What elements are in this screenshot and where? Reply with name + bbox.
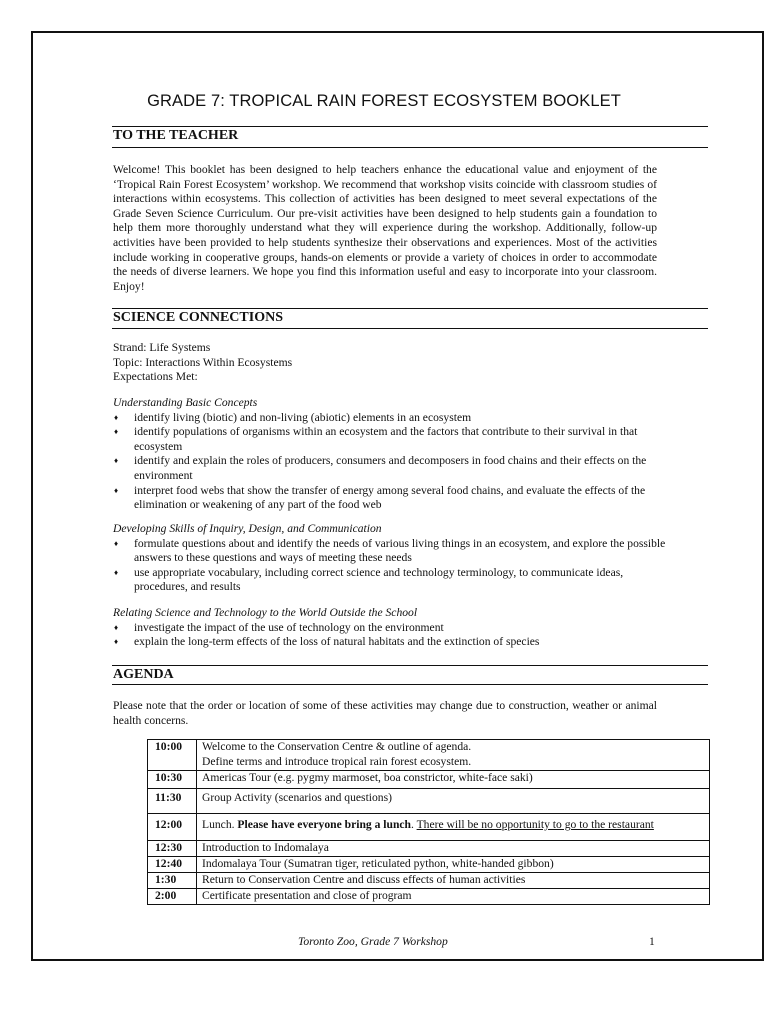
expectation-group <box>113 606 673 650</box>
booklet-title: GRADE 7: TROPICAL RAIN FOREST ECOSYSTEM BOOKLET <box>147 92 621 110</box>
expectations-text: Expectations Met: <box>113 370 198 384</box>
agenda-activity-line: Welcome to the Conservation Centre & outline of agenda. <box>202 740 472 753</box>
table-row <box>148 857 710 873</box>
table-row <box>148 889 710 905</box>
bullet-item: ♦ identify and explain the roles of producers, consumers and decomposers in food chains and their effects on the environment <box>113 454 673 483</box>
agenda-table <box>147 739 710 905</box>
agenda-time: 12:30 <box>148 841 197 857</box>
bullet-list <box>113 621 673 650</box>
expectation-group <box>113 522 673 595</box>
bullet-item: ♦ use appropriate vocabulary, including correct science and technology terminology, to communicate ideas, procedures, and results <box>113 566 673 595</box>
agenda-time: 2:00 <box>148 889 197 905</box>
section-rule-bottom <box>112 328 708 329</box>
agenda-activity: Americas Tour (e.g. pygmy marmoset, boa constrictor, white-face saki) <box>197 771 710 789</box>
agenda-time: 10:00 <box>148 740 197 771</box>
table-row <box>148 740 710 771</box>
page-number: 1 <box>649 935 655 948</box>
footer-text: Toronto Zoo, Grade 7 Workshop <box>298 935 448 948</box>
agenda-activity: Group Activity (scenarios and questions) <box>197 789 710 814</box>
group-title: Developing Skills of Inquiry, Design, and Communication <box>113 522 382 535</box>
agenda-time: 1:30 <box>148 873 197 889</box>
bullet-item: ♦ interpret food webs that show the transfer of energy among several food chains, and evaluate the effects of the elimination or weakening of any part of the food web <box>113 484 673 513</box>
agenda-activity: Return to Conservation Centre and discuss effects of human activities <box>197 873 710 889</box>
bullet-item: ♦ formulate questions about and identify the needs of various living things in an ecosystem, and explore the possible answers to these questions and ways of meeting these needs <box>113 537 673 566</box>
section-rule-top <box>112 665 708 666</box>
section-rule-bottom <box>112 684 708 685</box>
bullet-list <box>113 411 673 513</box>
section-rule-bottom <box>112 147 708 148</box>
agenda-activity: Certificate presentation and close of program <box>197 889 710 905</box>
section-heading-teacher: TO THE TEACHER <box>113 128 239 143</box>
teacher-paragraph: Welcome! This booklet has been designed to help teachers enhance the educational value and enjoyment of the ‘Tropical Rain Forest Ecosystem’ workshop. We recommend that workshop visits coincide with classroom studies of interactions within ecosystems. This collection of activities has been designed to meet several expectations of the Grade Seven Science Curriculum. Our pre-visit activities have been designed to help students gain a foundation to help them more thoroughly understand what they will experience during the workshop. Additionally, follow-up activities have been provided to help students synthesize their observations and experiences. Most of the activities include working in cooperative groups, hands-on elements or provide a variety of choices in order to accommodate the needs of diverse learners. We hope you find this information useful and easy to incorporate into your classroom. Enjoy! <box>113 163 657 293</box>
bullet-item: ♦ explain the long-term effects of the loss of natural habitats and the extinction of species <box>113 635 673 650</box>
strand-text: Strand: Life Systems <box>113 341 211 354</box>
expectation-group <box>113 396 673 513</box>
agenda-activity <box>197 740 710 771</box>
lunch-period: . <box>411 818 417 831</box>
agenda-activity <box>197 814 710 841</box>
agenda-time: 12:00 <box>148 814 197 841</box>
section-heading-agenda: AGENDA <box>113 667 174 682</box>
section-heading-science: SCIENCE CONNECTIONS <box>113 310 283 325</box>
bullet-item: ♦ identify living (biotic) and non-living (abiotic) elements in an ecosystem <box>113 411 673 426</box>
agenda-activity: Introduction to Indomalaya <box>197 841 710 857</box>
lunch-bold-text: Please have everyone bring a lunch <box>237 818 411 831</box>
table-row <box>148 873 710 889</box>
table-row <box>148 814 710 841</box>
lunch-underlined-text: There will be no opportunity to go to the restaurant <box>416 818 654 831</box>
agenda-time: 11:30 <box>148 789 197 814</box>
group-title: Understanding Basic Concepts <box>113 396 258 409</box>
group-title: Relating Science and Technology to the World Outside the School <box>113 606 418 619</box>
lunch-text: Lunch. <box>202 818 238 831</box>
table-row <box>148 789 710 814</box>
bullet-item: ♦ investigate the impact of the use of technology on the environment <box>113 621 673 636</box>
table-row <box>148 771 710 789</box>
table-row <box>148 841 710 857</box>
science-meta <box>113 341 673 385</box>
agenda-activity-line: Define terms and introduce tropical rain forest ecosystem. <box>202 754 472 768</box>
section-rule-top <box>112 308 708 309</box>
agenda-note: Please note that the order or location of some of these activities may change due to construction, weather or animal health concerns. <box>113 699 657 727</box>
bullet-item: ♦ identify populations of organisms within an ecosystem and the factors that contribute to their survival in that ecosystem <box>113 425 673 454</box>
agenda-activity: Indomalaya Tour (Sumatran tiger, reticulated python, white-handed gibbon) <box>197 857 710 873</box>
topic-text: Topic: Interactions Within Ecosystems <box>113 355 293 369</box>
agenda-time: 10:30 <box>148 771 197 789</box>
section-rule-top <box>112 126 708 127</box>
bullet-list <box>113 537 673 595</box>
agenda-time: 12:40 <box>148 857 197 873</box>
